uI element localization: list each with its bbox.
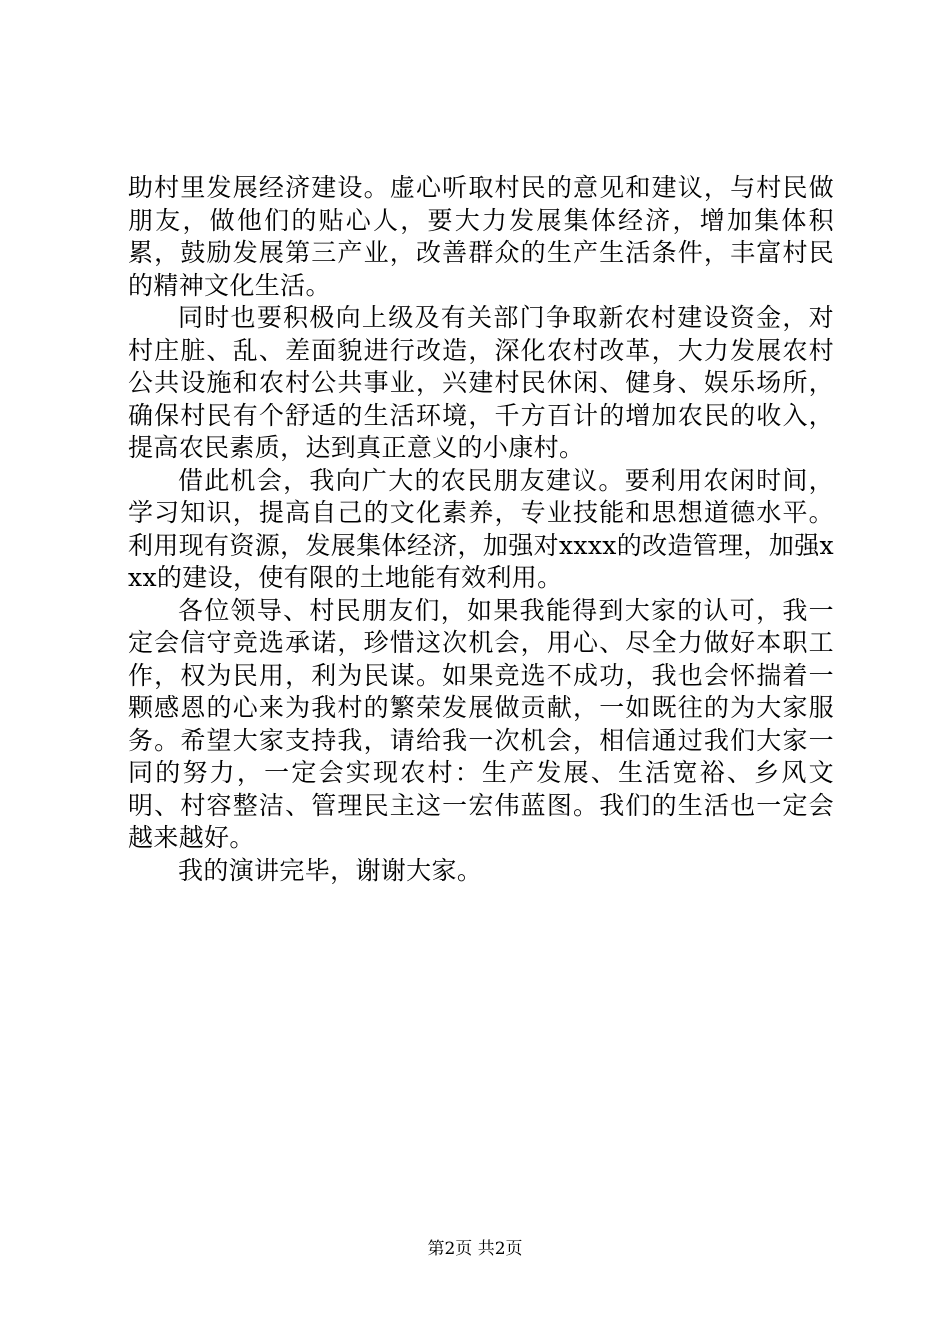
paragraph-1: 助村里发展经济建设。虚心听取村民的意见和建议，与村民做朋友，做他们的贴心人，要大力发展集体经济，增加集体积累，鼓励发展第三产业，改善群众的生产生活条件，丰富村民的精神文化生活。 [128, 173, 834, 300]
page-number-footer: 第2页 共2页 [427, 1239, 523, 1259]
paragraph-5: 我的演讲完毕，谢谢大家。 [178, 855, 483, 885]
paragraph-4: 各位领导、村民朋友们，如果我能得到大家的认可，我一定会信守竞选承诺，珍惜这次机会，用心、尽全力做好本职工作，权为民用，利为民谋。如果竞选不成功，我也会怀揣着一颗感恩的心来为我村的繁荣发展做贡献，一如既往的为大家服务。希望大家支持我，请给我一次机会，相信通过我们大家一同的努力，一定会实现农村：生产发展、生活宽裕、乡风文明、村容整洁、管理民主这一宏伟蓝图。我们的生活也一定会越来越好。 [128, 595, 834, 852]
paragraph-3: 借此机会，我向广大的农民朋友建议。要利用农闲时间，学习知识，提高自己的文化素养，专业技能和思想道德水平。利用现有资源，发展集体经济，加强对xxxx的改造管理，加强xxx的建设，使有限的土地能有效利用。 [128, 465, 834, 592]
paragraph-2: 同时也要积极向上级及有关部门争取新农村建设资金，对村庄脏、乱、差面貌进行改造，深化农村改革，大力发展农村公共设施和农村公共事业，兴建村民休闲、健身、娱乐场所，确保村民有个舒适的生活环境，千方百计的增加农民的收入，提高农民素质，达到真正意义的小康村。 [128, 303, 834, 462]
document-body [128, 172, 834, 887]
